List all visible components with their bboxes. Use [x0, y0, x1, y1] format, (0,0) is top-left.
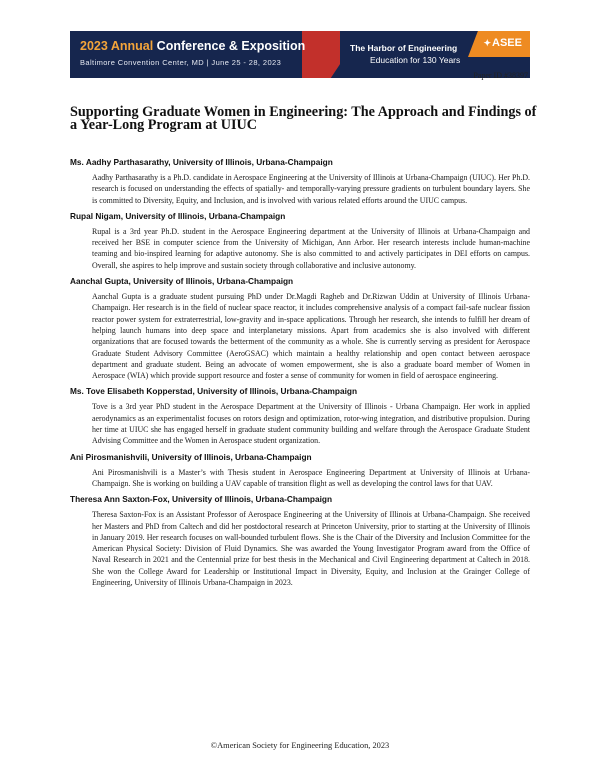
paper-title: Supporting Graduate Women in Engineering: The Approach and Findings of a Year-Long Program at UIUC — [70, 104, 537, 134]
conference-event: Conference & Exposition — [156, 39, 306, 53]
author-bio — [70, 494, 530, 588]
author-name: Aanchal Gupta, University of Illinois, Urbana-Champaign — [70, 276, 294, 287]
paper-id: Paper ID #38397 — [473, 71, 528, 80]
author-name: Ani Pirosmanishvili, University of Illinois, Urbana-Champaign — [70, 451, 312, 462]
author-bio-text: Rupal is a 3rd year Ph.D. student in the Aerospace Engineering department at the University of Illinois at Urbana-Champaign and received her BSE in computer science from the University of Michigan, Ann Arbor. Her research interests include human-machine teaming and bio-inspired learning for adaptive autonomy. She is also committed to and actively participates in DEI efforts on campus. Overall, she aspires to help improve and sustain society through collaborative and inclusive autonomy. — [92, 226, 530, 270]
author-bio-text: Tove is a 3rd year PhD student in the Aerospace Department at the University of Illinois - Urbana Champaign. Her work in applied aerodynamics as an experimentalist focuses on rotors design and optimization, rotor-wing integration, and distributive propulsion. During her time at UIUC she has engaged herself in graduate student community building and welfare through the Aerospace Graduate Student Advising Committee and the Women in Aerospace student organization. — [92, 402, 530, 446]
asee-logo — [483, 37, 522, 49]
conference-location: Baltimore Convention Center, MD | June 25 - 28, 2023 — [80, 58, 282, 67]
author-bio — [70, 157, 530, 206]
author-bio — [70, 211, 530, 271]
author-bio-text: Aanchal Gupta is a graduate student pursuing PhD under Dr.Magdi Ragheb and Dr.Rizwan Uddin at University of Illinois Urbana-Champaign. Her research is in the field of nuclear space reactor, it includes comprehensive analysis of a compact fail-safe nuclear fission reactor power system for extraterrestrial, low-gravity and in-space applications. Through her research, she intends to fulfill her dream of helping launch humans into deep space and interplanetary missions. Apart from academics she is also involved with different organizations that are focused towards the betterment of the community as a whole. She is currently serving as president for Aerospace Graduate Student Advisory Committee (AeroGSAC) which maintain a healthy relationship and open contact between aerospace department and graduate student. Being an advocate of women empowerment, she is also a graduate board member of Women in Aerospace (WIA) which provide support resource and foster a sense of community for women in field of aerospace engineering. — [92, 292, 530, 381]
author-name: Theresa Ann Saxton-Fox, University of Illinois, Urbana-Champaign — [70, 494, 333, 505]
author-name: Rupal Nigam, University of Illinois, Urbana-Champaign — [70, 210, 286, 221]
conference-banner — [70, 31, 530, 78]
banner-tagline-1: The Harbor of Engineering — [350, 43, 458, 53]
banner-tagline-2: Education for 130 Years — [370, 55, 461, 65]
author-bio — [70, 276, 530, 381]
author-name: Ms. Tove Elisabeth Kopperstad, University of Illinois, Urbana-Champaign — [70, 386, 358, 397]
author-bio — [70, 386, 530, 446]
conference-year: 2023 Annual — [80, 39, 154, 53]
copyright-footer: ©American Society for Engineering Education, 2023 — [210, 741, 390, 750]
author-name: Ms. Aadhy Parthasarathy, University of Illinois, Urbana-Champaign — [70, 157, 333, 167]
author-bio — [70, 452, 530, 490]
author-bio-text: Theresa Saxton-Fox is an Assistant Professor of Aerospace Engineering at the University of Illinois at Urbana-Champaign. She received her Masters and PhD from Caltech and did her postdoctoral research at Princeton University, prior to starting at the University of Illinois in January 2019. Her research focuses on wall-bounded turbulent flows. She is the Chair of the Diversity and Inclusion Committee for the American Physical Society: Division of Fluid Dynamics. She was awarded the Young Investigator Program award from the Office of Naval Research in 2021 and the Centennial prize for best thesis in the Mechanical and Civil Engineering department at Caltech in 2018. She won the College Award for Leadership or Institutional Impact in Diversity, Equity, and Inclusion at the Grainger College of Engineering, University of Illinois Urbana-Champaign in 2023. — [92, 510, 530, 588]
conference-title — [80, 39, 305, 53]
author-bio-text: Ani Pirosmanishvili is a Master’s with Thesis student in Aerospace Engineering Department at University of Illinois at Urbana-Champaign. She is working on building a UAV capable of transition flight as well as developing the control laws for that UAV. — [92, 467, 530, 488]
author-bio-text: Aadhy Parthasarathy is a Ph.D. candidate in Aerospace Engineering at the University of Illinois at Urbana-Champaign (UIUC). Her Ph.D. research is focused on understanding the effects of spatially- and temporally-varying pressure gradients on turbulent boundary layers. She is committed to Diversity, Equity, and Inclusion, and is involved with various related efforts around the UIUC campus. — [92, 173, 530, 205]
asee-logo-text: ASEE — [492, 37, 522, 49]
author-bios — [70, 157, 530, 593]
asee-star-icon: ✦ — [483, 38, 492, 48]
